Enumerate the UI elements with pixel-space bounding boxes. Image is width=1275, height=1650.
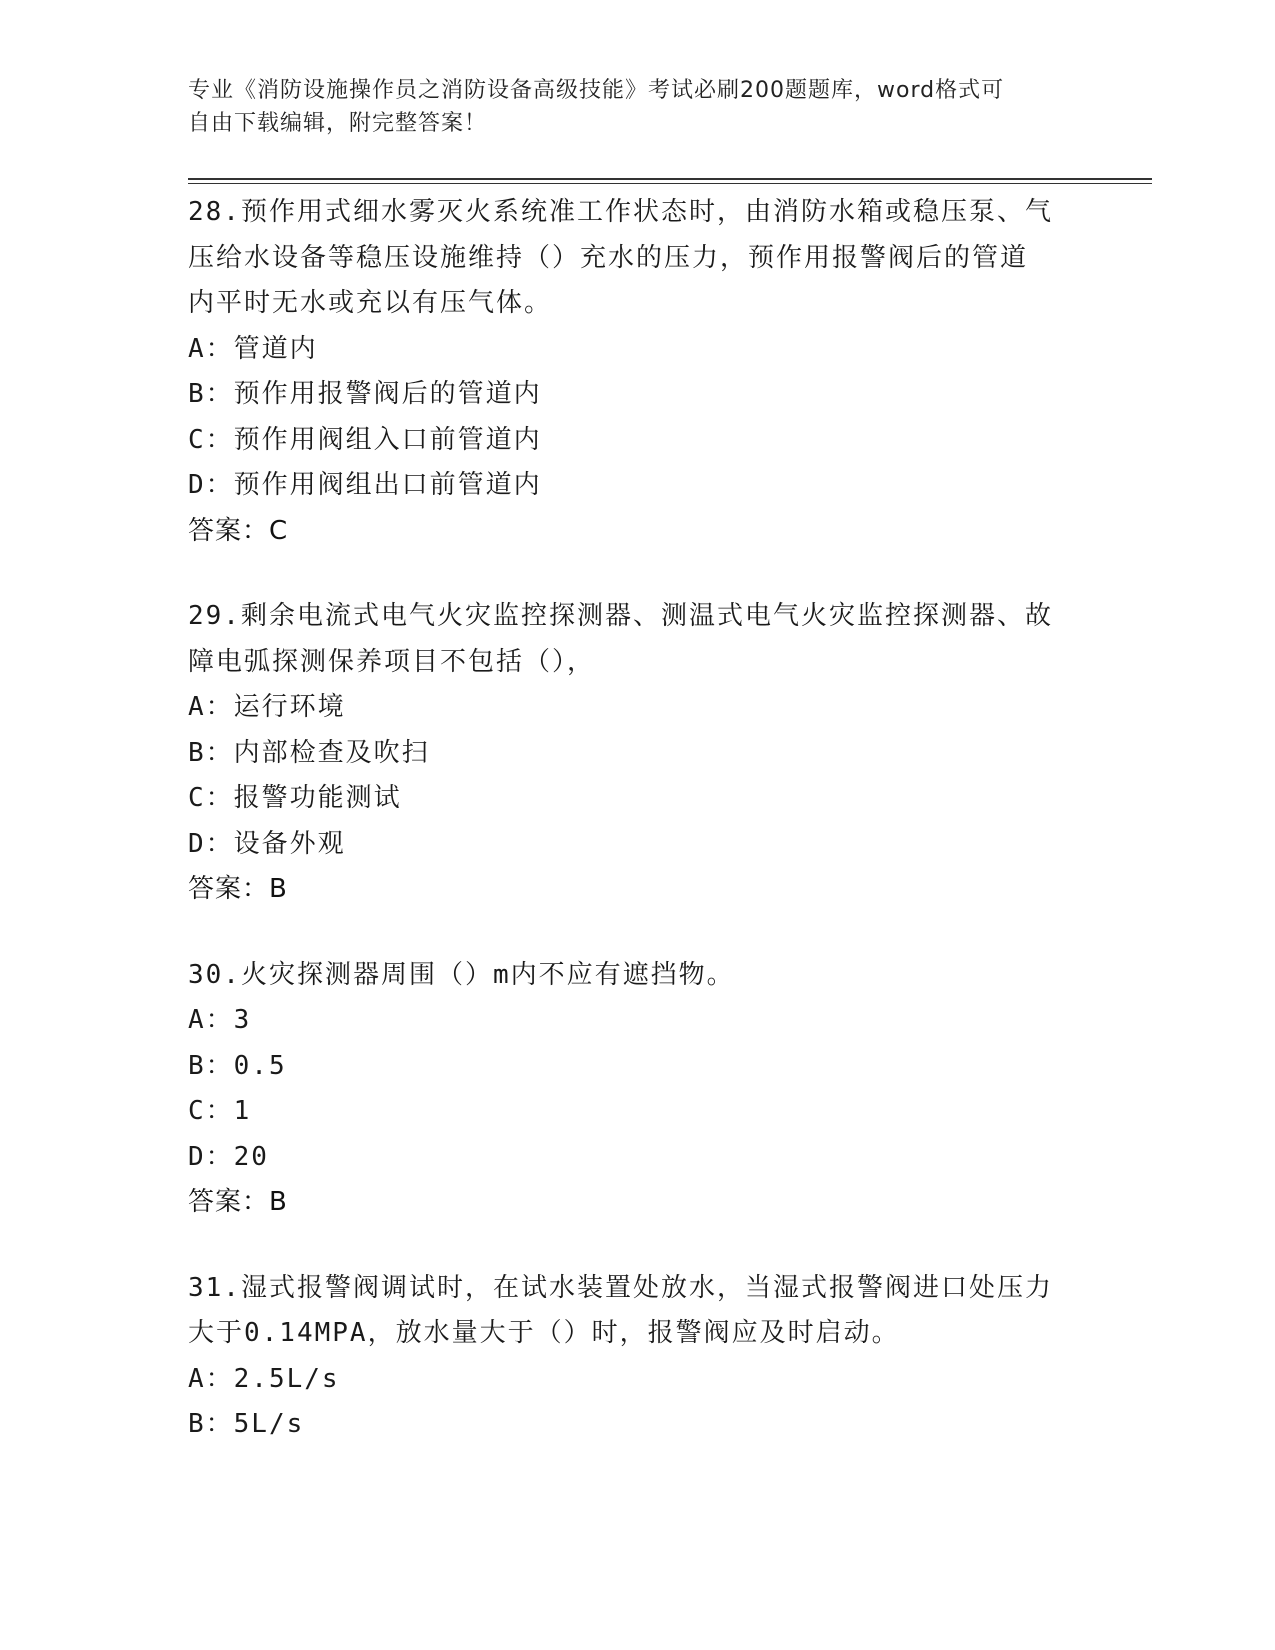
- option-a: A：2.5L/s: [188, 1363, 340, 1394]
- option-c: C：预作用阀组入口前管道内: [188, 424, 542, 455]
- option-b: B：内部检查及吹扫: [188, 737, 430, 768]
- answer-line: 答案：B: [188, 1187, 288, 1217]
- header-divider-thin: [188, 183, 1152, 184]
- question-stem-line: 障电弧探测保养项目不包括（），: [188, 646, 596, 677]
- option-a: A：运行环境: [188, 692, 346, 722]
- option-b: B：0.5: [188, 1050, 287, 1081]
- question-stem-line: 31.湿式报警阀调试时，在试水装置处放水，当湿式报警阀进口处压力: [188, 1272, 1053, 1303]
- question-stem-line: 大于0.14MPA，放水量大于（）时，报警阀应及时启动。: [188, 1318, 900, 1348]
- header-line-1: 专业《消防设施操作员之消防设备高级技能》考试必刷200题题库，word格式可: [188, 78, 1005, 103]
- question-item: [188, 594, 1088, 913]
- option-a: A：3: [188, 1005, 252, 1035]
- question-item: [188, 190, 1088, 554]
- document-header: [188, 74, 1088, 140]
- header-line-2: 自由下载编辑，附完整答案！: [188, 111, 488, 136]
- question-list: [188, 190, 1088, 1488]
- question-stem-line: 28.预作用式细水雾灭火系统准工作状态时，由消防水箱或稳压泵、气: [188, 197, 1053, 227]
- question-stem-line: 29.剩余电流式电气火灾监控探测器、测温式电气火灾监控探测器、故: [188, 601, 1053, 631]
- question-stem-line: 压给水设备等稳压设施维持（）充水的压力，预作用报警阀后的管道: [188, 242, 1029, 273]
- question-stem-line: 30.火灾探测器周围（）m内不应有遮挡物。: [188, 959, 735, 990]
- option-b: B：5L/s: [188, 1409, 305, 1439]
- option-a: A：管道内: [188, 333, 318, 364]
- option-d: D：20: [188, 1141, 269, 1172]
- header-divider-thick: [188, 178, 1152, 180]
- answer-line: 答案：C: [188, 515, 289, 546]
- option-d: D：预作用阀组出口前管道内: [188, 470, 542, 500]
- answer-line: 答案：B: [188, 874, 288, 904]
- question-item: [188, 1266, 1088, 1448]
- option-c: C：1: [188, 1096, 252, 1126]
- option-b: B：预作用报警阀后的管道内: [188, 379, 542, 409]
- question-item: [188, 953, 1088, 1226]
- option-d: D：设备外观: [188, 828, 346, 859]
- question-stem-line: 内平时无水或充以有压气体。: [188, 288, 553, 318]
- option-c: C：报警功能测试: [188, 783, 402, 813]
